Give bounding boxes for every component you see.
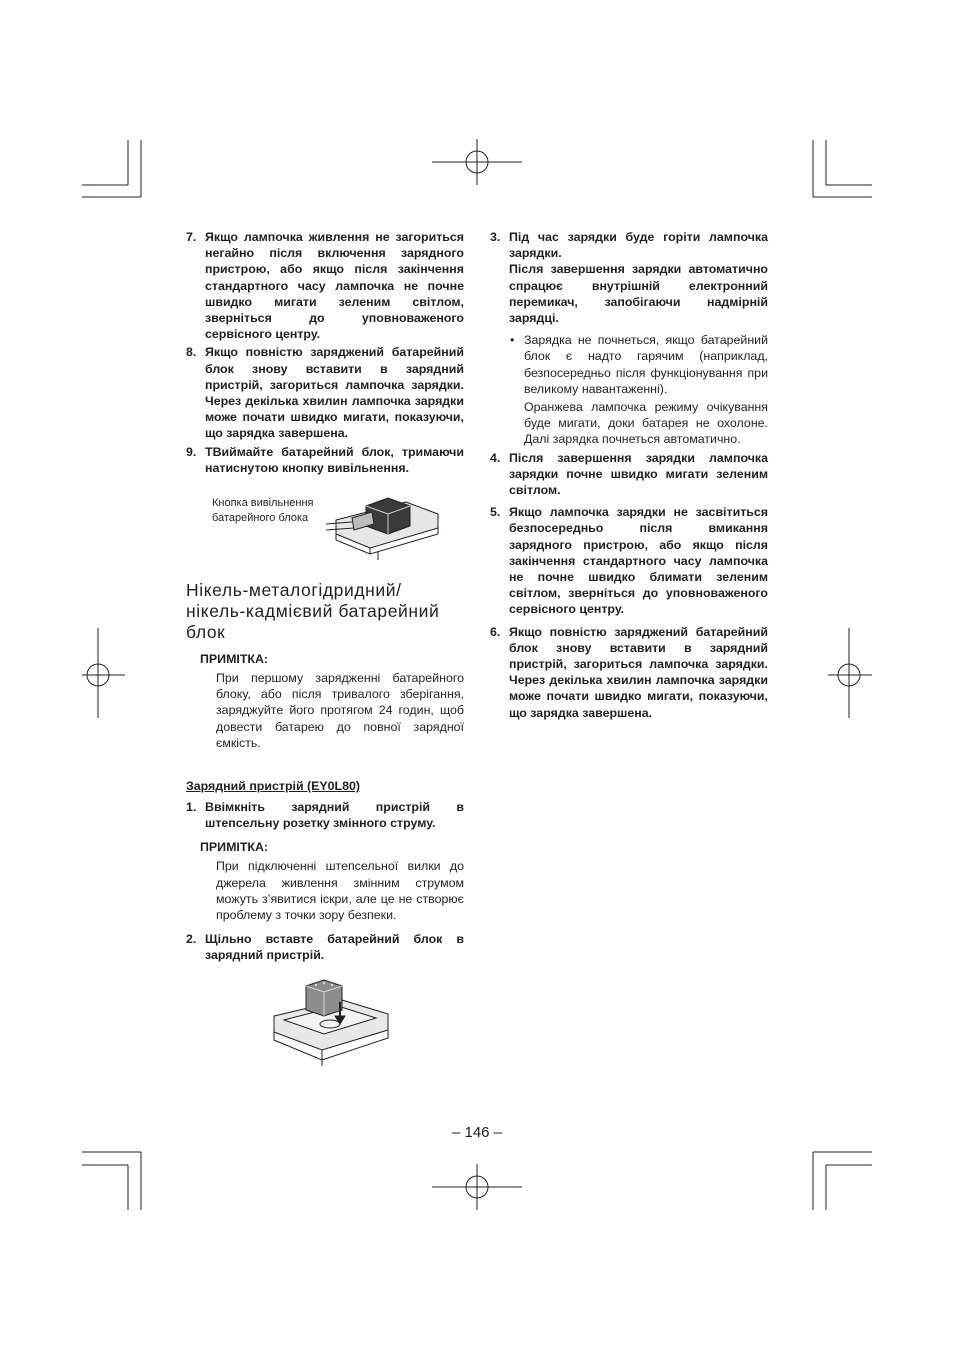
right-column bbox=[490, 229, 768, 723]
step-7: 7. Якщо лампочка живлення не загориться негайно після включення зарядного пристрою, або якщо після закінчення стандартного часу лампочка не почне швидко мигати зеленим світлом, зверніться до уповноваженого сервісного центру. bbox=[186, 230, 464, 342]
step-3: 3. Під час зарядки буде горіти лампочка зарядки. Після завершення зарядки автоматично спрацює внутрішній електронний перемикач, запобігаючи надмірній зарядці. bbox=[490, 230, 768, 326]
figure-caption: Кнопка вивільнення батарейного блока bbox=[212, 497, 314, 525]
step-3-text: Під час зарядки буде горіти лампочка зарядки. bbox=[509, 230, 768, 261]
charger-release-illustration bbox=[326, 490, 441, 560]
note-text: При першому зарядженні батарейного блоку, або після тривалого зберігання, заряджуйте його протягом 24 годин, щоб довести батарею до повної зарядної ємкість. bbox=[216, 671, 464, 750]
step-5: 5. Якщо лампочка зарядки не засвітиться безпосередньо після вмикання зарядного пристрою, або якщо після закінчення стандартного часу лампочка не почне швидко блимати зеленим світлом, зверніться до уповноваженого сервісного центру. bbox=[490, 505, 768, 617]
note-heading-2: ПРИМІТКА: bbox=[200, 840, 269, 855]
charger-insert-illustration bbox=[272, 976, 390, 1066]
note-heading: ПРИМІТКА: bbox=[200, 652, 269, 667]
insert-battery-figure bbox=[186, 976, 464, 1068]
bullet-note bbox=[510, 332, 768, 397]
step-4: 4. Після завершення зарядки лампочка зарядки почне швидко мигати зеленим світлом. bbox=[490, 450, 768, 498]
step-3-text-2: Після завершення зарядки автоматично спрацює внутрішній електронний перемикач, запобігаючи надмірній зарядці. bbox=[509, 262, 768, 326]
page-number: – 146 – bbox=[451, 1124, 503, 1141]
bullet-dot: • bbox=[510, 333, 515, 348]
bullet-text-2: Оранжева лампочка режиму очікування буде мигати, доки батарея не охолоне. Далі зарядка почнеться автоматично. bbox=[524, 400, 768, 447]
bullet-text: Зарядка не почнеться, якщо батарейний блок є надто гарячим (наприклад, безпосередньо після функціонування при великому навантаженні). bbox=[524, 333, 768, 396]
section-title: Нікель-металогідридний/ нікель-кадмієвий батарейний блок bbox=[186, 580, 440, 643]
note-text-2: При підключенні штепсельної вилки до джерела живлення змінним струмом можуть з’явитися іскри, але це не створює проблему з точки зору безпеки. bbox=[216, 859, 464, 923]
step-1: 1. Ввімкніть зарядний пристрій в штепсельну розетку змінного струму. bbox=[186, 800, 464, 831]
left-column bbox=[186, 229, 464, 1068]
charger-heading: Зарядний пристрій (EY0L80) bbox=[186, 779, 361, 794]
battery-release-figure bbox=[186, 490, 464, 562]
step-2: 2. Щільно вставте батарейний блок в зарядний пристрій. bbox=[186, 932, 464, 963]
step-9: 9. ТВиймайте батарейний блок, тримаючи натиснутою кнопку вивільнення. bbox=[186, 444, 464, 475]
step-6: 6. Якщо повністю заряджений батарейний блок знову вставити в зарядний пристрій, загориться лампочка зарядки. Через декілька хвилин лампочка зарядки може почати швидко мигати, показуючи, що зарядка завершена. bbox=[490, 624, 768, 720]
step-8: 8. Якщо повністю заряджений батарейний блок знову вставити в зарядний пристрій, загориться лампочка зарядки. Через декілька хвилин лампочка зарядки може почати швидко мигати, показуючи, що зарядка завершена. bbox=[186, 345, 464, 441]
